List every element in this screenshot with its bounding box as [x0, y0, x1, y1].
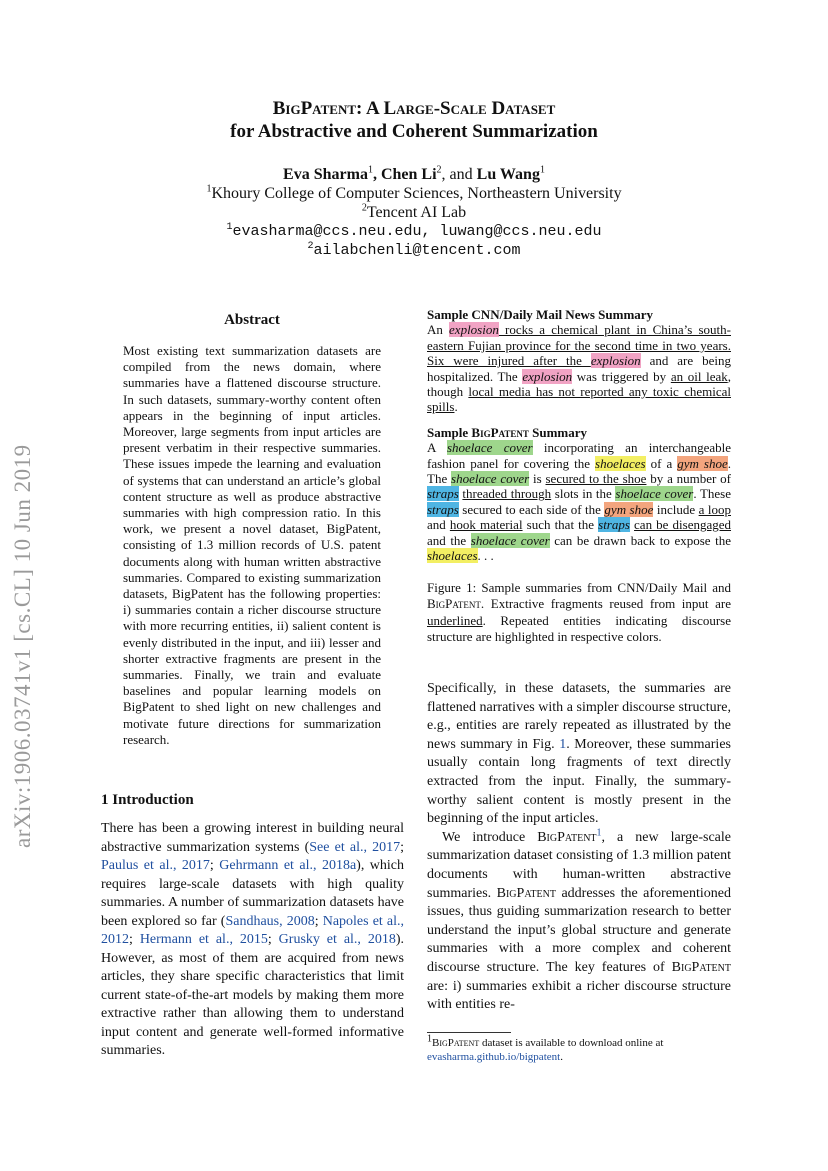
citation-link[interactable]: Hermann et al., 2015 [139, 932, 268, 947]
intro-sep: ; [314, 913, 323, 929]
fragment-underlined: an oil leak [670, 368, 728, 384]
citation-link[interactable]: Napoles et al., 2012 [101, 913, 404, 947]
affiliation-1 [0, 184, 828, 203]
citation-link[interactable]: Grusky et al., 2018 [278, 932, 396, 947]
intro-sep: ; [267, 932, 279, 947]
paper-title [0, 97, 828, 143]
figure-ref-link[interactable]: 1 [559, 736, 567, 752]
entity-explosion: explosion [590, 353, 641, 369]
cnn-summary-text: An explosion rocks a chemical plant in China’s south-eastern Fujian province for the second time in two years. Six were injured after the explosion and are being hospitalized. The explosion was triggered by an oil leak, though local media has not reported any toxic chemical spills. [427, 322, 731, 415]
intro-text-b: ), which requires large-scale datasets with high quality summaries. A number of summarization datasets have been explored so far ( [101, 858, 405, 929]
entity-explosion: explosion [449, 322, 499, 338]
entity-shoelace-cover: shoelace cover [615, 486, 694, 502]
entity-explosion: explosion [522, 368, 573, 384]
dataset-link[interactable]: evasharma.github.io/bigpatent [427, 1051, 561, 1063]
entity-shoelace-cover: shoelace cover [470, 532, 550, 548]
entity-shoelaces: shoelaces [595, 455, 646, 471]
entity-straps: straps [598, 517, 630, 533]
bigpatent-summary-heading: Sample BigPatent Summary [427, 424, 588, 440]
bigpatent-summary-text: A shoelace cover incorporating an interchangeable fashion panel for covering the shoelaces of a gym shoe. The shoelace cover is secured to the shoe by a number of straps threaded through slots in the shoelace cover. These straps secured to each side of the gym shoe include a loop and hook material such that the straps can be disengaged and the shoelace cover can be drawn back to expose the shoelaces. . . [427, 440, 732, 564]
affiliation-2 [0, 203, 828, 222]
footnote-1: $^1$BigPatent dataset is available to download online at evasharma.github.io/bigpatent. [427, 1033, 664, 1063]
entity-shoelaces: shoelaces [427, 548, 478, 564]
intro-text-c: ). However, as most of them are acquired from news articles, they share specific characteristics that limit current state-of-the-art models by making them more extractive rather than allowing them to understand input content and generate well-formed informative summaries. [101, 932, 405, 1058]
arxiv-stamp: arXiv:1906.03741v1 [cs.CL] 10 Jun 2019 [10, 444, 35, 848]
intro-sep: ; [400, 839, 404, 855]
right-column-text [427, 680, 731, 1015]
title-line-2: for Abstractive and Coherent Summarization [230, 121, 598, 142]
author-2-sup: 2 [436, 164, 442, 176]
right-paragraph-2: We introduce BigPatent$^1$, a new large-scale summarization dataset consisting of 1.3 million patent documents with human-written abstractive summaries. BigPatent addresses the aforementioned issues, thus guiding summarization research to better understand the input’s global structure and generate summaries with a more complex and coherent discourse structure. The key features of BigPatent are: i) summaries exhibit a richer discourse structure with entities re- [427, 827, 732, 1013]
fragment-underlined: rocks a chemical plant in China’s south-eastern Fujian province for the second time in two years. Six were injured after the [427, 322, 731, 369]
fragment-underlined: threaded through [462, 486, 552, 502]
fragment-underlined: local media has not reported any toxic chemical spills [427, 384, 731, 415]
title-line-1: BigPatent: A Large-Scale Dataset [272, 98, 556, 119]
fragment-underlined: secured to the shoe [545, 471, 647, 487]
entity-shoelace-cover: shoelace cover [446, 440, 533, 456]
author-2: Chen Li [380, 166, 437, 183]
fragment-underlined: a loop [698, 501, 731, 517]
cnn-summary-heading: Sample CNN/Daily Mail News Summary [427, 307, 654, 322]
entity-straps: straps [427, 501, 459, 517]
intro-paragraph [101, 820, 404, 1061]
intro-sep: ; [129, 932, 140, 947]
section-heading-introduction: 1 Introduction [101, 792, 194, 808]
footnote-sup: 1 [427, 1033, 432, 1045]
author-1: Eva Sharma [283, 166, 368, 183]
email-line-1 [0, 222, 828, 241]
right-paragraph-1: Specifically, in these datasets, the summaries are flattened narratives with a simpler discourse structure, e.g., entities are rarely repeated as illustrated by the news summary in Fig. 1. Moreover, these summaries usually contain long fragments of text directly extracted from the input. Finally, the summary-worthy salient content is mostly present in the beginning of the input articles. [427, 681, 731, 827]
email-2-text: ailabchenli@tencent.com [313, 242, 521, 259]
figure-1 [427, 307, 731, 564]
author-names: Eva Sharma$^1$, Chen Li$^2$, and Lu Wang$^1$ [283, 164, 545, 183]
aff-2-text: Tencent AI Lab [366, 204, 467, 221]
aff-1-text: Khoury College of Computer Sciences, Northeastern University [211, 185, 622, 202]
aff-1-sup: 1 [206, 183, 212, 195]
author-3-sup: 1 [539, 164, 545, 176]
citation-link[interactable]: Paulus et al., 2017 [101, 858, 210, 873]
entity-straps: straps [427, 486, 459, 502]
intro-text-a: There has been a growing interest in building neural abstractive summarization systems ( [101, 821, 404, 855]
author-and: , and [441, 166, 473, 183]
aff-2-sup: 2 [361, 202, 367, 214]
figure-1-caption: Figure 1: Sample summaries from CNN/Daily Mail and BigPatent. Extractive fragments reused from input are underlined. Repeated entities indicating discourse structure are highlighted in respective colors. [427, 580, 731, 645]
email-2-sup: 2 [307, 241, 314, 252]
intro-sep: ; [209, 858, 220, 873]
abstract-heading: Abstract [224, 312, 280, 328]
author-block [0, 165, 828, 260]
email-line-2 [0, 241, 828, 260]
abstract-text: Most existing text summarization datasets are compiled from the news domain, where summaries have a flattened discourse structure. In such datasets, summary-worthy content often appears in the beginning of input articles. Moreover, large segments from input articles are present verbatim in their respective summaries. These issues impede the learning and evaluation of systems that can understand an article’s global content structure as well as produce abstractive summaries with high compression ratio. In this work, we present a novel dataset, BigPatent, consisting of 1.3 million records of U.S. patent documents along with human written abstractive summaries. Compared to existing summarization datasets, BigPatent has the following properties: i) summaries contain a richer discourse structure with more recurring entities, ii) salient content is evenly distributed in the input, and iii) lesser and shorter extractive fragments are present in the summaries. Finally, we train and evaluate baselines and popular learning models on BigPatent to shed light on new challenges and motivate future directions for summarization research. [123, 343, 381, 747]
fragment-underlined: can be disengaged [634, 517, 732, 533]
citation-link[interactable]: Gehrmann et al., 2018a [219, 858, 357, 873]
citation-link[interactable]: Sandhaus, 2008 [225, 913, 315, 929]
citation-link[interactable]: See et al., 2017 [309, 839, 401, 855]
author-1-sup: 1 [367, 164, 373, 176]
entity-gym-shoe: gym shoe [604, 501, 654, 517]
footnote-ref-link[interactable]: 1 [596, 827, 602, 839]
entity-gym-shoe: gym shoe [677, 455, 728, 471]
entity-shoelace-cover: shoelace cover [451, 471, 530, 487]
email-1-sup: 1 [226, 222, 233, 233]
fragment-underlined: hook material [449, 517, 523, 533]
footnote-divider [427, 1032, 511, 1033]
author-3: Lu Wang [476, 166, 540, 183]
email-1-text: evasharma@ccs.neu.edu, luwang@ccs.neu.edu [232, 223, 602, 240]
